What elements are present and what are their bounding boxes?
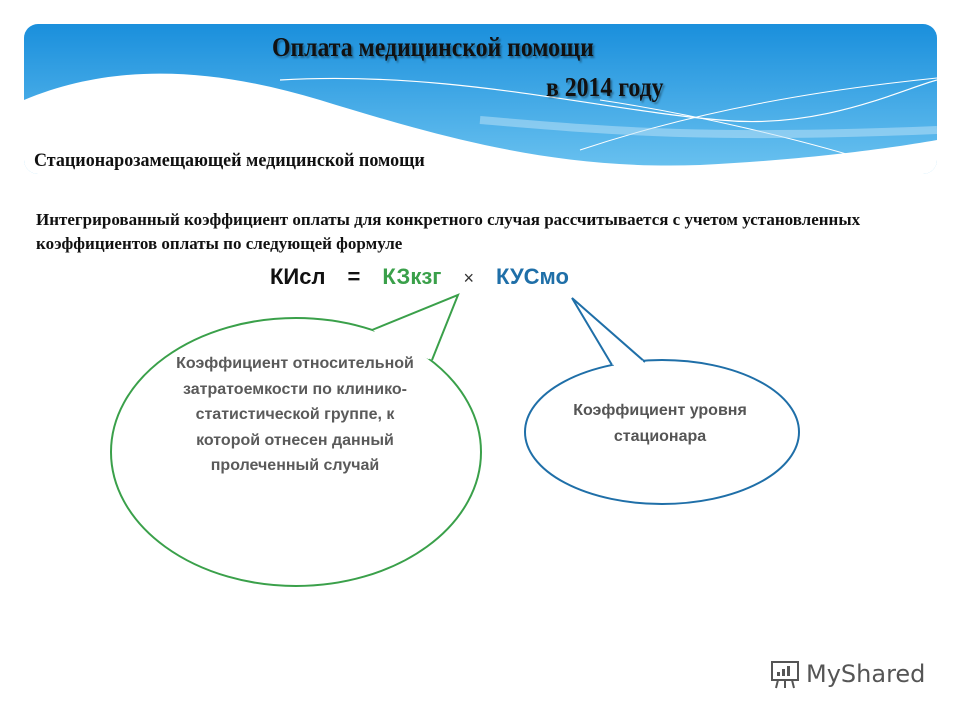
presentation-board-icon [768, 658, 802, 690]
subtitle: Стационарозамещающей медицинской помощи [34, 150, 425, 171]
description: Интегрированный коэффициент оплаты для конкретного случая рассчитывается с учетом установленных коэффициентов оплаты по следующей формуле [36, 210, 861, 253]
watermark-text: MyShared [806, 660, 926, 688]
watermark-logo [768, 658, 925, 690]
formula-times: × [463, 268, 474, 288]
blue-callout-text: Коэффициент уровня стационара [573, 402, 747, 445]
title-line-1: Оплата медицинской помощи [272, 32, 594, 62]
formula-term2: КУСмо [495, 264, 569, 289]
formula-term1: КЗкзг [382, 264, 442, 289]
formula [270, 264, 591, 290]
formula-equals: = [347, 264, 361, 289]
formula-lhs: КИсл [270, 264, 326, 289]
title-line-2: в 2014 году [546, 72, 664, 102]
green-callout-text: Коэффициент относительной затратоемкости по клинико-статистической группе, к которой отнесен данный пролеченный случай [176, 355, 414, 474]
